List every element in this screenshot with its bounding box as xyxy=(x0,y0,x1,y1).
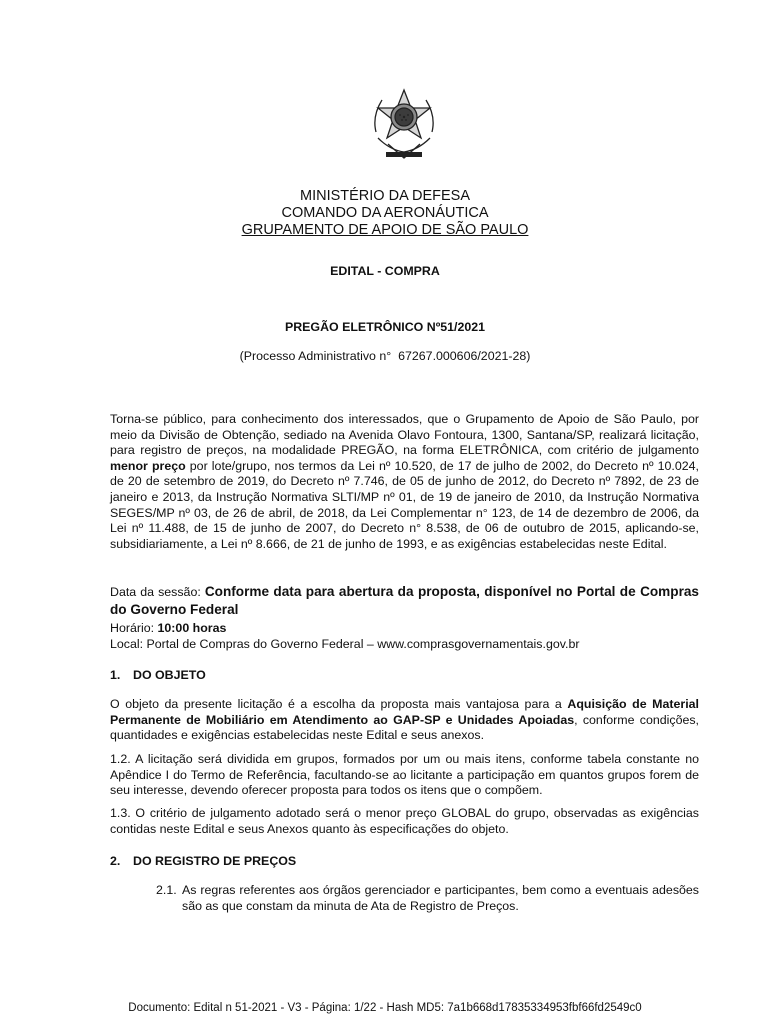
section-1-title: DO OBJETO xyxy=(133,668,206,682)
document-type: EDITAL - COMPRA xyxy=(330,264,440,278)
section-1-text-c: , conforme condições, quantidades e exigências estabelecidas neste Edital e seus anexos. xyxy=(110,712,699,743)
session-time-label: Horário: xyxy=(110,621,158,635)
session-location: Local: Portal de Compras do Governo Federal – www.comprasgovernamentais.gov.br xyxy=(110,637,580,651)
section-2-number: 2. xyxy=(110,854,121,868)
page-footer: Documento: Edital n 51-2021 - V3 - Página: 1/22 - Hash MD5: 7a1b668d17835334953fbf66fd2549c0 xyxy=(128,1002,642,1014)
org-line-ministry: MINISTÉRIO DA DEFESA xyxy=(300,188,470,204)
session-label: Data da sessão: xyxy=(110,585,205,599)
section-1-number: 1. xyxy=(110,668,121,682)
session-value: Conforme data para abertura da proposta, disponível no Portal de Compras do Governo Federal xyxy=(110,584,699,617)
org-line-command: COMANDO DA AERONÁUTICA xyxy=(281,205,489,221)
intro-bold: menor preço xyxy=(110,458,186,473)
intro-text-1: Torna-se público, para conhecimento dos interessados, que o Grupamento de Apoio de São Paulo, por meio da Divisão de Obtenção, sediado na Avenida Olavo Fontoura, 1300, Santana/SP, realizará licitação, para registro de preços, na modalidade PREGÃO, na forma ELETRÔNICA, com critério de julgamento xyxy=(110,412,699,458)
pregao-title: PREGÃO ELETRÔNICO Nº51/2021 xyxy=(284,320,486,334)
section-1-paragraph-2: 1.2. A licitação será dividida em grupos, formados por um ou mais itens, conforme tabela constante no Apêndice I do Termo de Referência, facultando-se ao licitante a participação em quantos grupos forem de seu interesse, devendo oferecer proposta para todos os itens que o compõem. xyxy=(110,752,699,798)
session-time xyxy=(110,621,226,637)
section-2-item-number: 2.1. xyxy=(156,883,177,897)
processo-number: (Processo Administrativo n° 67267.000606/2021-28) xyxy=(239,349,531,363)
brazil-coat-of-arms-icon xyxy=(368,86,440,166)
session-info xyxy=(110,583,699,619)
org-line-group-text: GRUPAMENTO DE APOIO DE SÃO PAULO xyxy=(241,222,529,238)
section-2-item-text: As regras referentes aos órgãos gerenciador e participantes, bem como a eventuais adesões são as que constam da minuta de Ata de Registro de Preços. xyxy=(182,883,699,913)
section-1-paragraph-1 xyxy=(110,697,699,744)
section-1-paragraph-3: 1.3. O critério de julgamento adotado será o menor preço GLOBAL do grupo, observadas as exigências contidas neste Edital e seus Anexos quanto às especificações do objeto. xyxy=(110,806,699,836)
section-1-text-a: O objeto da presente licitação é a escolha da proposta mais vantajosa para a xyxy=(110,697,568,711)
session-time-value: 10:00 horas xyxy=(157,621,227,635)
intro-paragraph xyxy=(110,412,699,552)
intro-text-2: por lote/grupo, nos termos da Lei nº 10.520, de 17 de julho de 2002, do Decreto nº 10.024, de 20 de setembro de 2019, do Decreto nº 7.746, de 05 de junho de 2012, do Decreto nº 7892, de 23 de janeiro e 2013, da Instrução Normativa SLTI/MP nº 01, de 19 de janeiro de 2010, da Instrução Normativa SEGES/MP nº 03, de 26 de abril, de 2018, da Lei Complementar n° 123, de 14 de dezembro de 2006, da Lei nº 11.488, de 15 de junho de 2007, do Decreto n° 8.538, de 06 de outubro de 2015, aplicando-se, subsidiariamente, a Lei nº 8.666, de 21 de junho de 1993, e as exigências estabelecidas neste Edital. xyxy=(110,458,699,551)
section-2-title: DO REGISTRO DE PREÇOS xyxy=(133,854,297,868)
section-1-object: Aquisição de Material Permanente de Mobiliário em Atendimento ao GAP-SP e Unidades Apoiadas xyxy=(110,697,699,727)
org-line-group xyxy=(0,222,770,240)
